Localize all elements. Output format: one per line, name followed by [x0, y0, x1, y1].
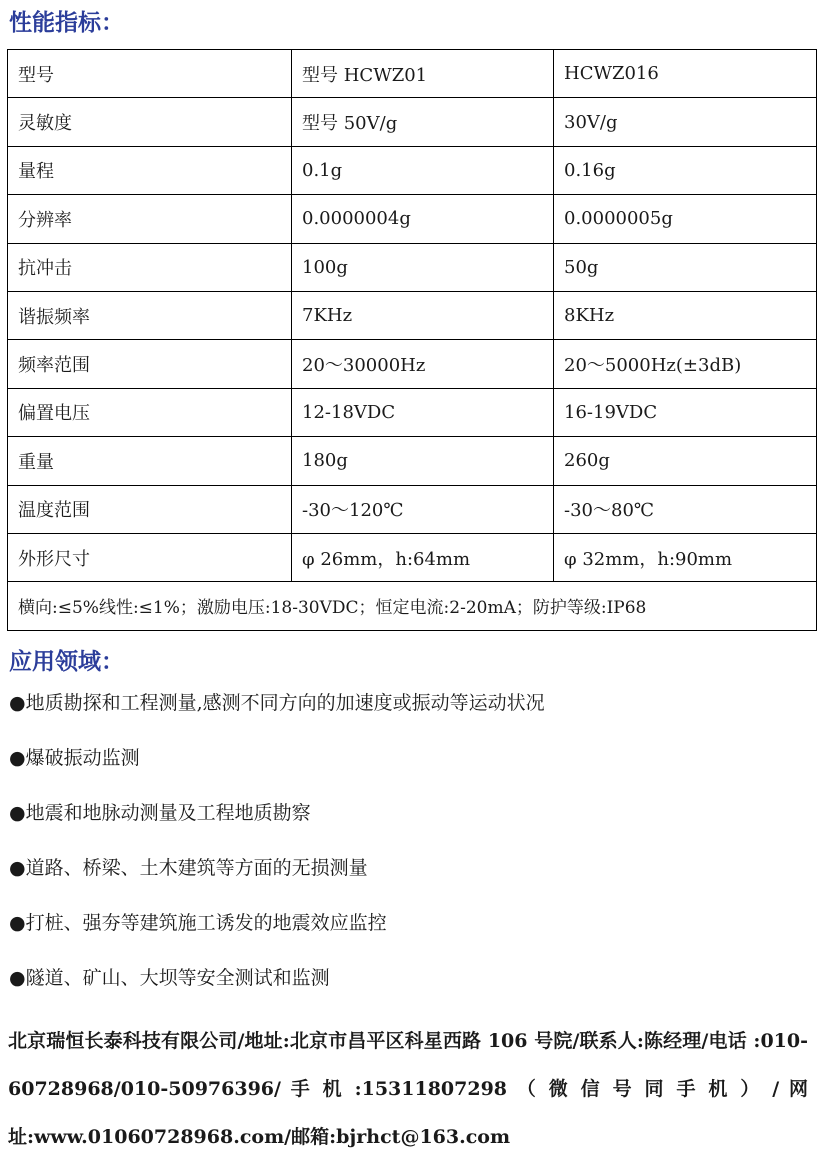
hcwz016-value: 20～5000Hz(±3dB): [554, 340, 817, 388]
application-text: 地震和地脉动测量及工程地质勘察: [25, 802, 311, 824]
hcwz016-value: 30V/g: [554, 98, 817, 146]
row-label: 温度范围: [8, 485, 292, 533]
hcwz01-value: 0.0000004g: [292, 195, 554, 243]
list-item: [9, 906, 819, 961]
row-label: 谐振频率: [8, 291, 292, 339]
hcwz016-value: 16-19VDC: [554, 388, 817, 436]
list-item: [9, 741, 819, 796]
hcwz016-value: 8KHz: [554, 291, 817, 339]
hcwz01-value: 型号 50V/g: [292, 98, 554, 146]
hcwz01-value: 180g: [292, 437, 554, 485]
bullet-icon: ●: [9, 857, 26, 879]
bullet-icon: ●: [9, 802, 26, 824]
table-row-note: [8, 582, 817, 630]
application-text: 隧道、矿山、大坝等安全测试和监测: [25, 967, 330, 989]
hcwz01-value: 0.1g: [292, 146, 554, 194]
performance-title: 性能指标：: [9, 10, 124, 36]
table-row: [8, 388, 817, 436]
hcwz016-value: 0.16g: [554, 146, 817, 194]
hcwz016-value: 0.0000005g: [554, 195, 817, 243]
hcwz01-value: 100g: [292, 243, 554, 291]
spec-table: [7, 49, 817, 631]
list-item: [9, 851, 819, 906]
applications-list: [9, 686, 819, 1016]
hcwz01-value: 7KHz: [292, 291, 554, 339]
row-label: 抗冲击: [8, 243, 292, 291]
row-label: 重量: [8, 437, 292, 485]
table-row: [8, 195, 817, 243]
applications-title: 应用领域：: [9, 649, 124, 675]
list-item: [9, 686, 819, 741]
table-row: [8, 340, 817, 388]
application-text: 爆破振动监测: [25, 747, 140, 769]
table-row: [8, 146, 817, 194]
hcwz016-value: φ 32mm，h:90mm: [554, 533, 817, 581]
row-label: 型号: [8, 50, 292, 98]
hcwz01-value: 型号 HCWZ01: [292, 50, 554, 98]
table-row: [8, 98, 817, 146]
table-row: [8, 291, 817, 339]
bullet-icon: ●: [9, 967, 26, 989]
table-row: [8, 533, 817, 581]
bullet-icon: ●: [9, 692, 26, 714]
list-item: [9, 796, 819, 851]
spec-note: 横向:≤5%线性:≤1%；激励电压:18-30VDC；恒定电流:2-20mA；防护等级:IP68: [8, 582, 817, 630]
hcwz016-value: HCWZ016: [554, 50, 817, 98]
row-label: 频率范围: [8, 340, 292, 388]
row-label: 外形尺寸: [8, 533, 292, 581]
hcwz016-value: 50g: [554, 243, 817, 291]
row-label: 分辨率: [8, 195, 292, 243]
hcwz01-value: 20～30000Hz: [292, 340, 554, 388]
hcwz016-value: -30～80℃: [554, 485, 817, 533]
bullet-icon: ●: [9, 747, 26, 769]
table-row: [8, 50, 817, 98]
application-text: 地质勘探和工程测量,感测不同方向的加速度或振动等运动状况: [25, 692, 545, 714]
list-item: [9, 961, 819, 1016]
hcwz016-value: 260g: [554, 437, 817, 485]
application-text: 道路、桥梁、土木建筑等方面的无损测量: [25, 857, 368, 879]
bullet-icon: ●: [9, 912, 26, 934]
application-text: 打桩、强夯等建筑施工诱发的地震效应监控: [25, 912, 387, 934]
hcwz01-value: φ 26mm，h:64mm: [292, 533, 554, 581]
hcwz01-value: 12-18VDC: [292, 388, 554, 436]
row-label: 量程: [8, 146, 292, 194]
table-row: [8, 437, 817, 485]
row-label: 灵敏度: [8, 98, 292, 146]
table-row: [8, 243, 817, 291]
contact-info: 北京瑞恒长泰科技有限公司/地址:北京市昌平区科星西路 106 号院/联系人:陈经理/电话 :010-60728968/010-50976396/ 手 机 :15311807298 （ 微 信 号 同 手 机 ） / 网址:www.01060728968.com/邮箱:bjrhct@163.com: [8, 1030, 808, 1148]
row-label: 偏置电压: [8, 388, 292, 436]
table-row: [8, 485, 817, 533]
hcwz01-value: -30～120℃: [292, 485, 554, 533]
